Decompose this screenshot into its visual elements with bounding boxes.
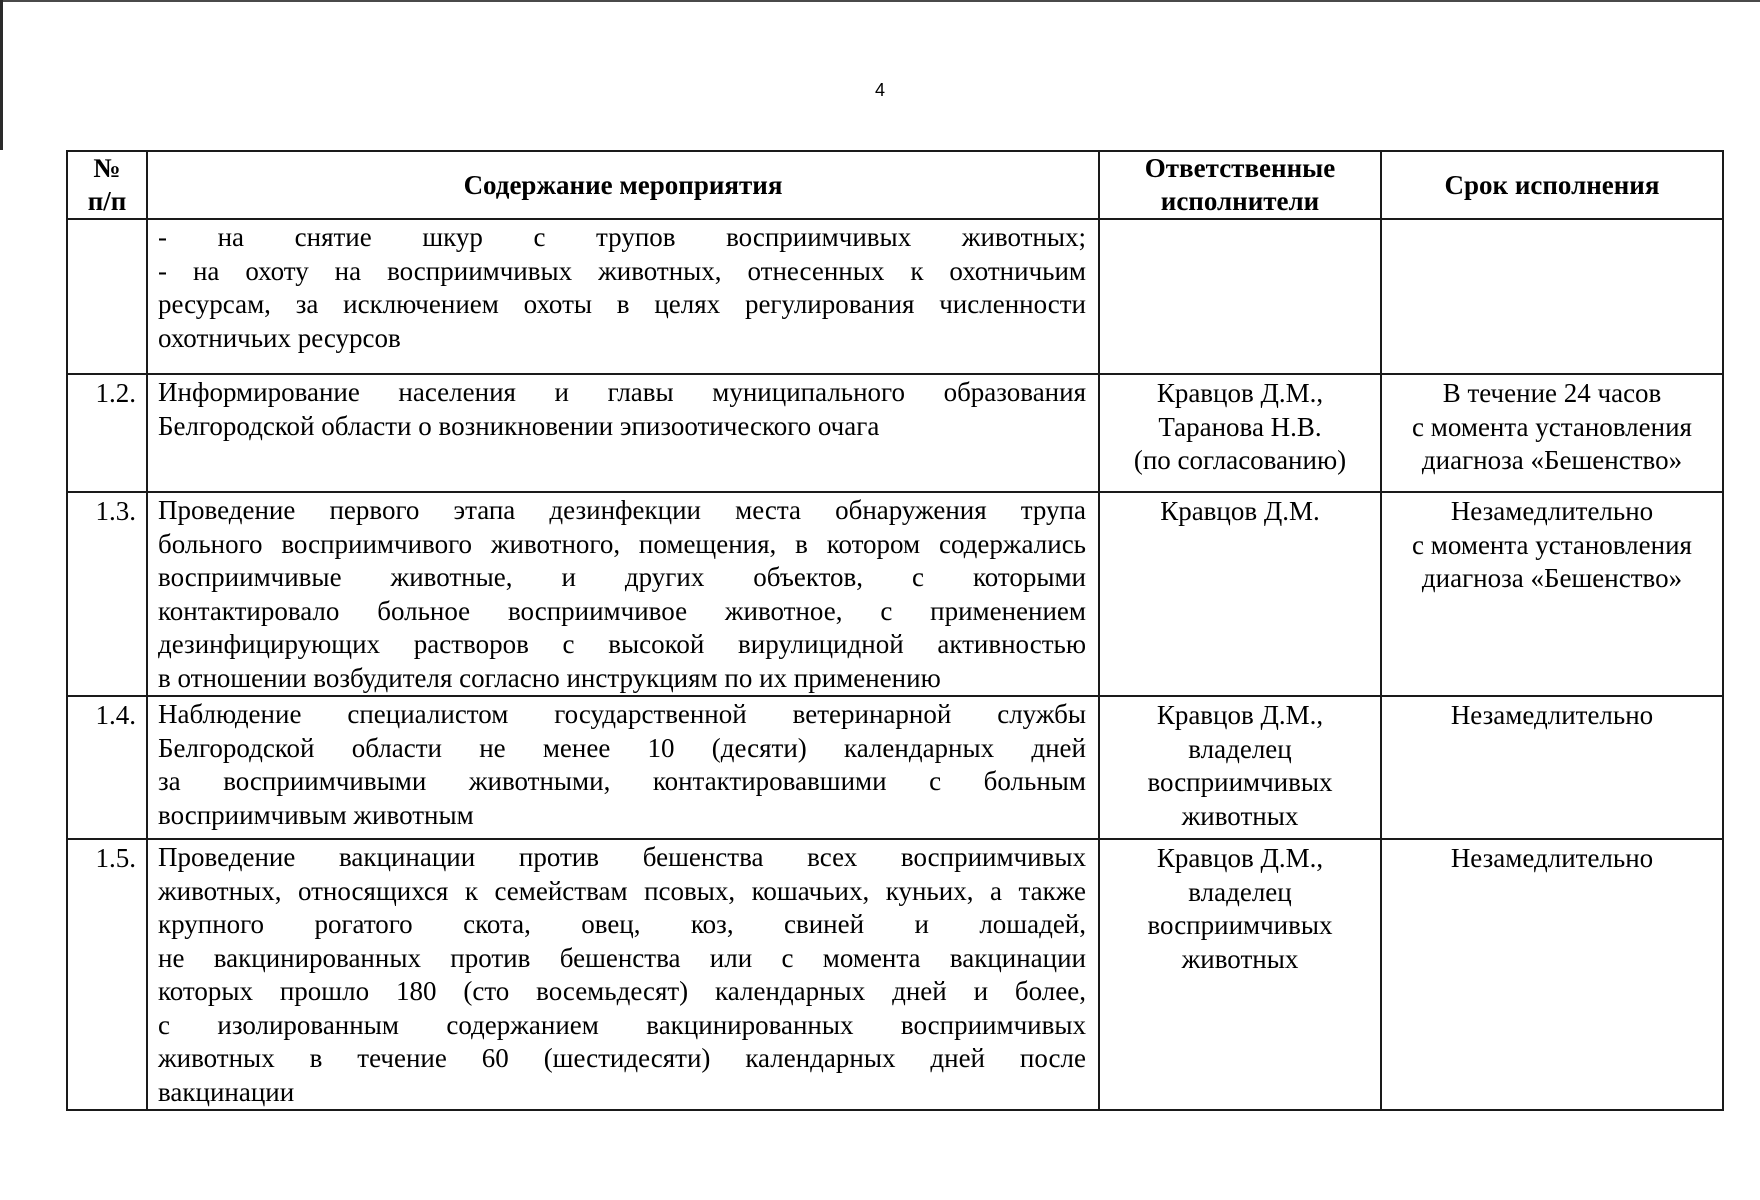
content-line: крупного рогатого скота, овец, коз, свиней и лошадей,: [158, 909, 1086, 939]
row-term: [1381, 492, 1723, 696]
responsible-line: Кравцов Д.М.,: [1156, 700, 1324, 730]
row-content: [147, 492, 1099, 696]
content-line: Наблюдение специалистом государственной ветеринарной службы: [158, 699, 1086, 729]
row-content: [147, 219, 1099, 374]
responsible-line: Кравцов Д.М.,: [1156, 378, 1324, 408]
scan-left-edge: [0, 0, 3, 150]
row-responsible: [1099, 492, 1381, 696]
content-line: в отношении возбудителя согласно инструкциям по их применению: [158, 662, 941, 693]
table-row: [67, 696, 1723, 839]
responsible-line: Кравцов Д.М.,: [1156, 843, 1324, 873]
content-line: охотничьих ресурсов: [158, 322, 401, 353]
content-line: дезинфицирующих растворов с высокой вирулицидной активностью: [158, 629, 1086, 659]
content-line: Белгородской области о возникновении эпизоотического очага: [158, 410, 880, 441]
content-line: восприимчивым животным: [158, 799, 474, 830]
header-num-line-1: №: [93, 153, 121, 183]
term-line: с момента установления: [1412, 411, 1692, 442]
header-responsible: [1099, 151, 1381, 219]
content-line: - на снятие шкур с трупов восприимчивых животных;: [158, 222, 1086, 252]
content-line: животных в течение 60 (шестидесяти) календарных дней после: [158, 1043, 1086, 1073]
term-line: Незамедлительно: [1450, 496, 1654, 526]
row-number: 1.3.: [67, 492, 147, 696]
row-content: [147, 696, 1099, 839]
row-number: 1.4.: [67, 696, 147, 839]
responsible-line: животных: [1181, 943, 1299, 974]
header-num-line-2: п/п: [87, 186, 127, 216]
content-line: - на охоту на восприимчивых животных, отнесенных к охотничьим: [158, 255, 1086, 286]
row-responsible: [1099, 219, 1381, 374]
header-content: Содержание мероприятия: [147, 151, 1099, 219]
content-line: восприимчивые животные, и других объектов, с которыми: [158, 562, 1086, 592]
table-row: [67, 492, 1723, 696]
row-responsible: [1099, 696, 1381, 839]
responsible-line: владелец: [1188, 733, 1292, 764]
content-line: ресурсам, за исключением охоты в целях регулирования численности: [158, 289, 1086, 319]
table-row: [67, 219, 1723, 374]
responsible-line: восприимчивых: [1147, 910, 1333, 940]
responsible-line: (по согласованию): [1133, 445, 1347, 475]
term-line: Незамедлительно: [1450, 843, 1654, 873]
header-responsible-line-1: Ответственные: [1144, 153, 1336, 183]
row-responsible: [1099, 839, 1381, 1110]
responsible-line: Таранова Н.В.: [1158, 411, 1322, 442]
content-line: которых прошло 180 (сто восемьдесят) календарных дней и более,: [158, 976, 1086, 1006]
table-row: [67, 839, 1723, 1110]
term-line: В течение 24 часов: [1442, 378, 1662, 408]
row-number: 1.2.: [67, 374, 147, 492]
page-number: 4: [874, 80, 885, 100]
row-number: [67, 219, 147, 374]
content-line: не вакцинированных против бешенства или с момента вакцинации: [158, 942, 1086, 973]
content-line: контактировало больное восприимчивое животное, с применением: [158, 595, 1086, 626]
row-number: 1.5.: [67, 839, 147, 1110]
row-term: [1381, 696, 1723, 839]
content-line: Белгородской области не менее 10 (десяти) календарных дней: [158, 732, 1086, 763]
row-term: [1381, 219, 1723, 374]
table-row: [67, 374, 1723, 492]
content-line: вакцинации: [158, 1076, 295, 1107]
header-responsible-line-2: исполнители: [1160, 186, 1320, 216]
row-responsible: [1099, 374, 1381, 492]
responsible-line: Кравцов Д.М.: [1160, 496, 1320, 526]
term-line: диагноза «Бешенство»: [1421, 445, 1683, 475]
content-line: Проведение вакцинации против бешенства всех восприимчивых: [158, 842, 1086, 872]
row-content: [147, 374, 1099, 492]
content-line: животных, относящихся к семействам псовых, кошачьих, куньих, а также: [158, 875, 1086, 906]
table-header-row: [67, 151, 1723, 219]
measures-table: [66, 150, 1724, 1111]
term-line: с момента установления: [1412, 529, 1692, 560]
scan-top-edge: [0, 0, 1760, 2]
row-term: [1381, 839, 1723, 1110]
responsible-line: животных: [1181, 800, 1299, 831]
header-term: Срок исполнения: [1381, 151, 1723, 219]
row-term: [1381, 374, 1723, 492]
content-line: за восприимчивыми животными, контактировавшими с больным: [158, 766, 1086, 796]
content-line: больного восприимчивого животного, помещения, в котором содержались: [158, 528, 1086, 559]
content-line: с изолированным содержанием вакцинированных восприимчивых: [158, 1009, 1086, 1040]
responsible-line: владелец: [1188, 876, 1292, 907]
content-line: Проведение первого этапа дезинфекции места обнаружения трупа: [158, 495, 1086, 525]
row-content: [147, 839, 1099, 1110]
term-line: диагноза «Бешенство»: [1421, 563, 1683, 593]
table-body: [67, 219, 1723, 1110]
responsible-line: восприимчивых: [1147, 767, 1333, 797]
header-num: [67, 151, 147, 219]
term-line: Незамедлительно: [1450, 700, 1654, 730]
content-line: Информирование населения и главы муниципального образования: [158, 377, 1086, 407]
